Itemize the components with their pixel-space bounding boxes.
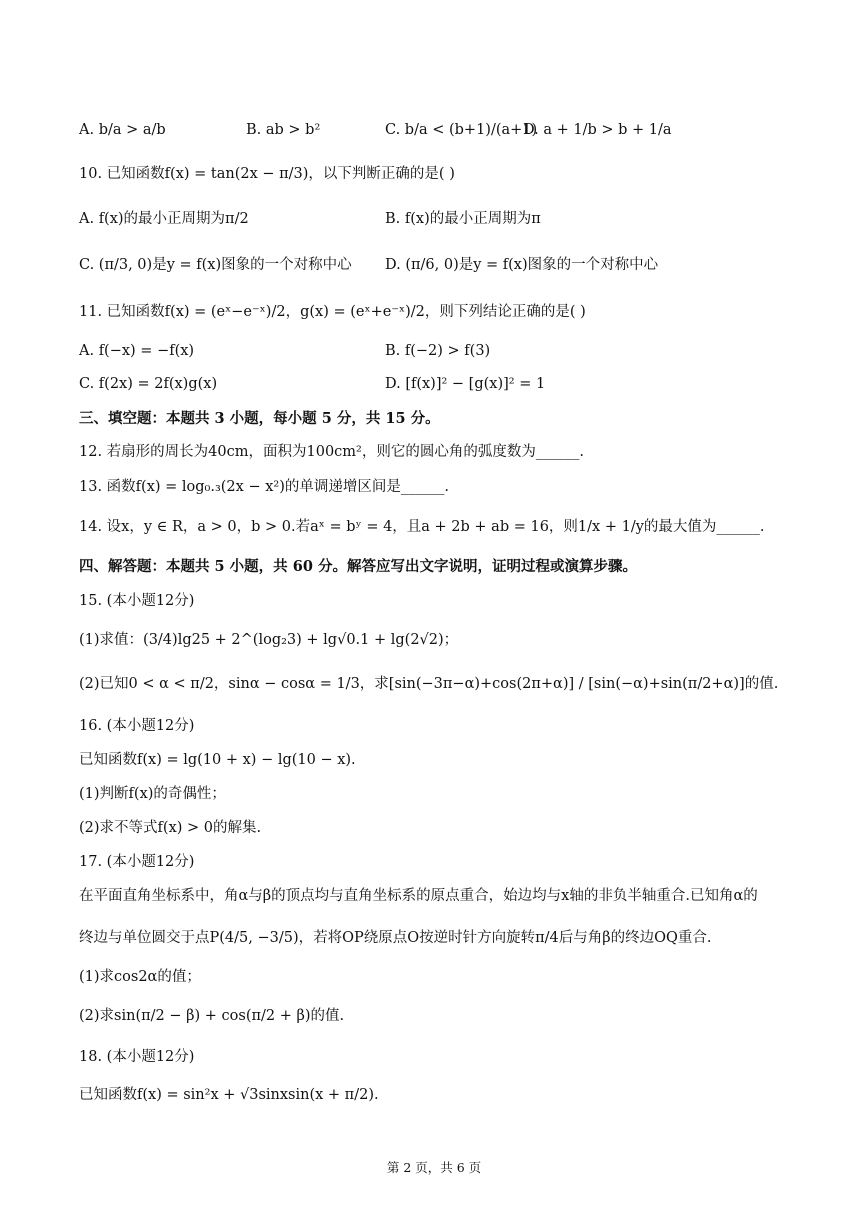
q18-stem: 已知函数f(x) = sin²x + √3sinxsin(x + π/2). [79, 1087, 379, 1103]
q15-part-2: (2)已知0 < α < π/2，sinα − cosα = 1/3，求[sin(−3π−α)+cos(2π+α)] / [sin(−α)+sin(π/2+α)]的值. [79, 676, 779, 692]
q15-part-1: (1)求值：(3/4)lg25 + 2^(log₂3) + lg√0.1 + lg(2√2)； [79, 632, 459, 648]
q15-heading: 15. (本小题12分) [79, 593, 195, 609]
q17-stem-line-2: 终边与单位圆交于点P(4/5, −3/5)，若将OP绕原点O按逆时针方向旋转π/4后与角β的终边OQ重合. [79, 930, 712, 946]
q10-option-b: B. f(x)的最小正周期为π [385, 211, 541, 227]
q16-part-2: (2)求不等式f(x) > 0的解集. [79, 820, 262, 836]
q11-option-d: D. [f(x)]² − [g(x)]² = 1 [385, 376, 546, 392]
q17-part-1: (1)求cos2α的值； [79, 969, 201, 985]
q13: 13. 函数f(x) = log₀.₃(2x − x²)的单调递增区间是______. [79, 479, 449, 495]
q11-option-c: C. f(2x) = 2f(x)g(x) [79, 376, 218, 392]
q17-heading: 17. (本小题12分) [79, 854, 195, 870]
section-3-heading: 三、填空题：本题共 3 小题，每小题 5 分，共 15 分。 [79, 410, 440, 427]
q9-option-a: A. b/a > a/b [79, 122, 166, 138]
q17-part-2: (2)求sin(π/2 − β) + cos(π/2 + β)的值. [79, 1008, 345, 1024]
q12: 12. 若扇形的周长为40cm，面积为100cm²，则它的圆心角的弧度数为______. [79, 444, 584, 460]
q9-option-d: D. a + 1/b > b + 1/a [523, 122, 672, 138]
q17-stem-line-1: 在平面直角坐标系中，角α与β的顶点均与直角坐标系的原点重合，始边均与x轴的非负半轴重合.已知角α的 [79, 888, 758, 904]
q16-heading: 16. (本小题12分) [79, 718, 195, 734]
q10-option-a: A. f(x)的最小正周期为π/2 [79, 211, 249, 227]
q9-option-b: B. ab > b² [246, 122, 321, 138]
q9-option-c: C. b/a < (b+1)/(a+1) [385, 122, 538, 138]
q16-part-1: (1)判断f(x)的奇偶性； [79, 786, 226, 802]
q10-option-c: C. (π/3, 0)是y = f(x)图象的一个对称中心 [79, 257, 352, 273]
q10-stem: 10. 已知函数f(x) = tan(2x − π/3)，以下判断正确的是( ) [79, 166, 455, 182]
page-footer: 第 2 页，共 6 页 [386, 1160, 482, 1175]
q14: 14. 设x，y ∈ R，a > 0，b > 0.若aˣ = bʸ = 4，且a + 2b + ab = 16，则1/x + 1/y的最大值为______. [79, 519, 765, 535]
q10-option-d: D. (π/6, 0)是y = f(x)图象的一个对称中心 [385, 257, 659, 273]
section-4-heading: 四、解答题：本题共 5 小题，共 60 分。解答应写出文字说明，证明过程或演算步骤。 [79, 558, 637, 575]
q16-stem: 已知函数f(x) = lg(10 + x) − lg(10 − x). [79, 752, 356, 768]
q11-option-a: A. f(−x) = −f(x) [79, 343, 195, 359]
q11-stem: 11. 已知函数f(x) = (eˣ−e⁻ˣ)/2，g(x) = (eˣ+e⁻ˣ)/2，则下列结论正确的是( ) [79, 304, 586, 320]
q11-option-b: B. f(−2) > f(3) [385, 343, 491, 359]
q18-heading: 18. (本小题12分) [79, 1049, 195, 1065]
